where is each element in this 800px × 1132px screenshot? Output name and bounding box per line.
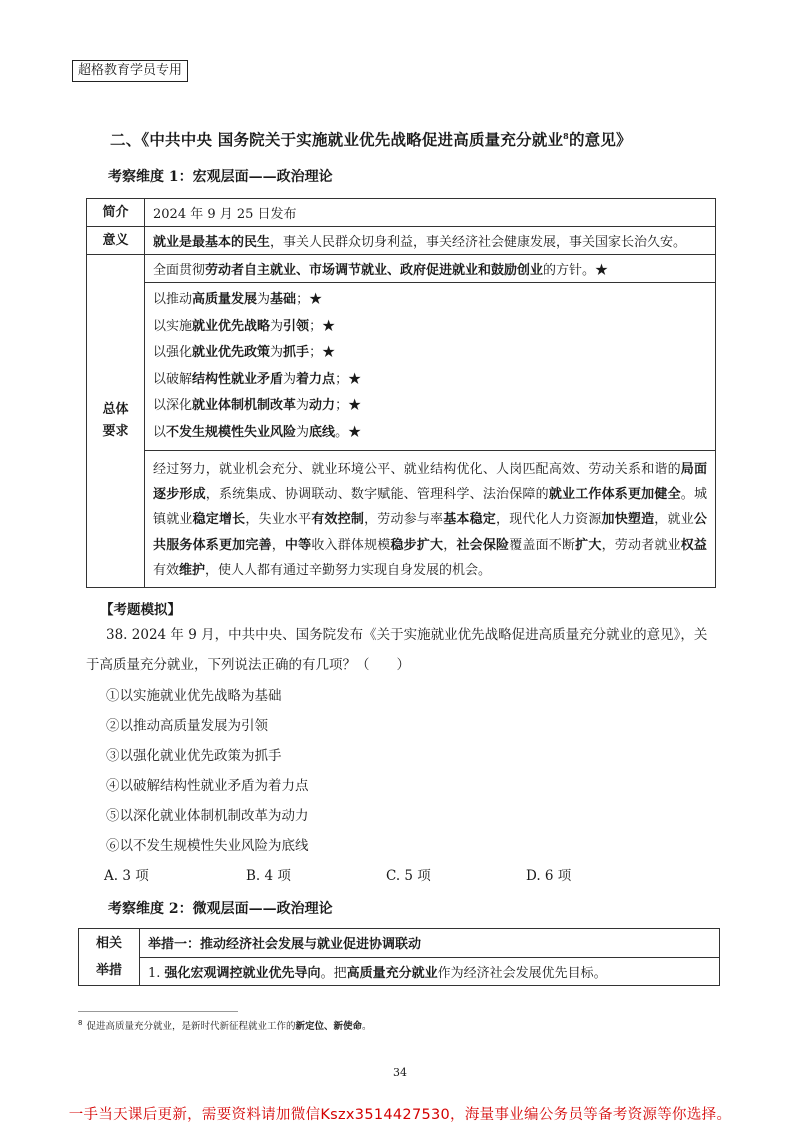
intro-label: 简介 (87, 199, 145, 227)
list-item: 以实施就业优先战略为引领；★ (153, 318, 336, 334)
answer-choice-d: D. 6 项 (526, 868, 572, 884)
question-text: 38. 2024 年 9 月，中共中央、国务院发布《关于实施就业优先战略促进高质量充分就业的意见》，关于高质量充分就业，下列说法正确的有几项？（ ） (86, 627, 708, 673)
table-row (87, 451, 716, 588)
table-row (87, 199, 716, 227)
list-item: 以强化就业优先政策为抓手；★ (153, 345, 336, 360)
measure-heading: 举措一：推动经济社会发展与就业促进协调联动 (140, 929, 720, 958)
goals-list (145, 283, 716, 451)
dimension-heading-2: 考察维度 2：微观层面——政治理论 (108, 901, 333, 917)
table-row (87, 227, 716, 255)
list-item: 以不发生规模性失业风险为底线。★ (153, 424, 362, 440)
table-row (79, 929, 720, 958)
option-item: ①以实施就业优先战略为基础 (106, 688, 282, 704)
table-row (79, 957, 720, 986)
option-item: ⑥以不发生规模性失业风险为底线 (106, 838, 309, 854)
policy-text: 全面贯彻劳动者自主就业、市场调节就业、政府促进就业和鼓励创业的方针。★ (145, 255, 716, 283)
watermark-stamp: 超格教育学员专用 (72, 60, 188, 82)
table-row (87, 255, 716, 283)
promo-banner: 一手当天课后更新，需要资料请加微信Kszx3514427530，海量事业编公务员等备考资源等你选择。 (68, 1107, 732, 1123)
requirements-label: 总体 要求 (87, 255, 145, 588)
answer-choice-a: A. 3 项 (104, 868, 149, 884)
option-item: ③以强化就业优先政策为抓手 (106, 748, 282, 764)
goals-paragraph: 经过努力，就业机会充分、就业环境公平、就业结构优化、人岗匹配高效、劳动关系和谐的局面逐步形成，系统集成、协调联动、数字赋能、管理科学、法治保障的就业工作体系更加健全。城镇就业稳定增长，失业水平有效控制，劳动参与率基本稳定，现代化人力资源加快塑造，就业公共服务体系更加完善，中等收入群体规模稳步扩大，社会保险覆盖面不断扩大，劳动者就业权益有效维护，使人人都有通过辛勤努力实现自身发展的机会。 (145, 451, 716, 588)
dimension-heading-1: 考察维度 1：宏观层面——政治理论 (108, 169, 333, 185)
footnote-divider (78, 1011, 238, 1012)
meaning-text: 就业是最基本的民生，事关人民群众切身利益，事关经济社会健康发展，事关国家长治久安。 (145, 227, 716, 255)
page-number: 34 (393, 1066, 407, 1079)
intro-text: 2024 年 9 月 25 日发布 (145, 199, 716, 227)
policy-table (86, 198, 716, 588)
table-row (87, 283, 716, 451)
footnote: $^8$ 促进高质量充分就业，是新时代新征程就业工作的新定位、新使命。 (78, 1018, 372, 1032)
option-item: ⑤以深化就业体制机制改革为动力 (106, 808, 309, 824)
measure-item: 1. 强化宏观调控就业优先导向。把高质量充分就业作为经济社会发展优先目标。 (140, 957, 720, 986)
section-title: 二、《中共中央 国务院关于实施就业优先战略促进高质量充分就业$^8$的意见》 (110, 130, 632, 149)
measures-label: 相关 举措 (79, 929, 140, 986)
list-item: 以破解结构性就业矛盾为着力点；★ (153, 371, 362, 387)
answer-choice-b: B. 4 项 (246, 868, 291, 884)
meaning-label: 意义 (87, 227, 145, 255)
list-item: 以推动高质量发展为基础；★ (153, 292, 323, 307)
measures-table (78, 928, 720, 986)
option-item: ②以推动高质量发展为引领 (106, 718, 268, 734)
option-item: ④以破解结构性就业矛盾为着力点 (106, 778, 309, 794)
simulation-heading: 【考题模拟】 (100, 602, 181, 618)
answer-choice-c: C. 5 项 (386, 868, 431, 884)
list-item: 以深化就业体制机制改革为动力；★ (153, 398, 362, 413)
